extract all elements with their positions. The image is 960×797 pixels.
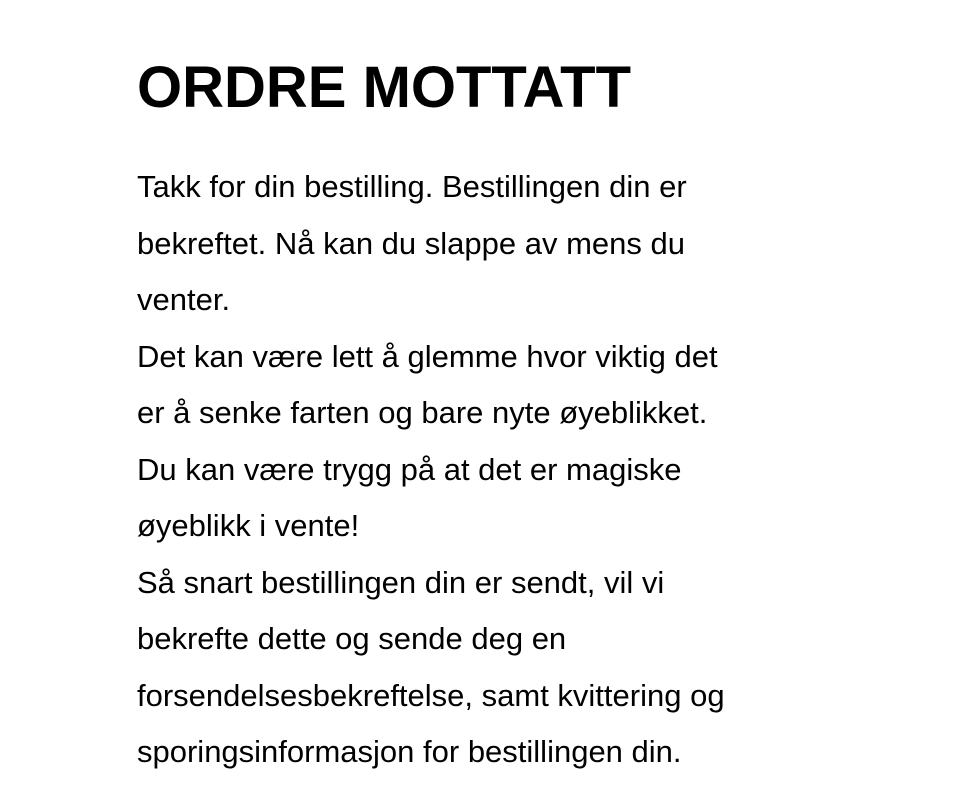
order-confirmation <box>137 56 937 781</box>
message-body <box>137 159 937 781</box>
message-line: Så snart bestillingen din er sendt, vil vi <box>137 564 665 600</box>
message-line: Du kan være trygg på at det er magiske <box>137 451 682 487</box>
message-line: øyeblikk i vente! <box>137 508 360 543</box>
message-line: venter. <box>137 282 231 317</box>
message-line: forsendelsesbekreftelse, samt kvittering og <box>137 677 725 713</box>
message-line: bekreftet. Nå kan du slappe av mens du <box>137 225 685 261</box>
message-line: sporingsinformasjon for bestillingen din. <box>137 734 682 769</box>
page-title: ORDRE MOTTATT <box>137 55 631 120</box>
message-line: Det kan være lett å glemme hvor viktig det <box>137 338 718 374</box>
message-line: Takk for din bestilling. Bestillingen din er <box>137 169 687 204</box>
message-line: er å senke farten og bare nyte øyeblikket. <box>137 395 708 430</box>
message-line: bekrefte dette og sende deg en <box>137 621 567 656</box>
